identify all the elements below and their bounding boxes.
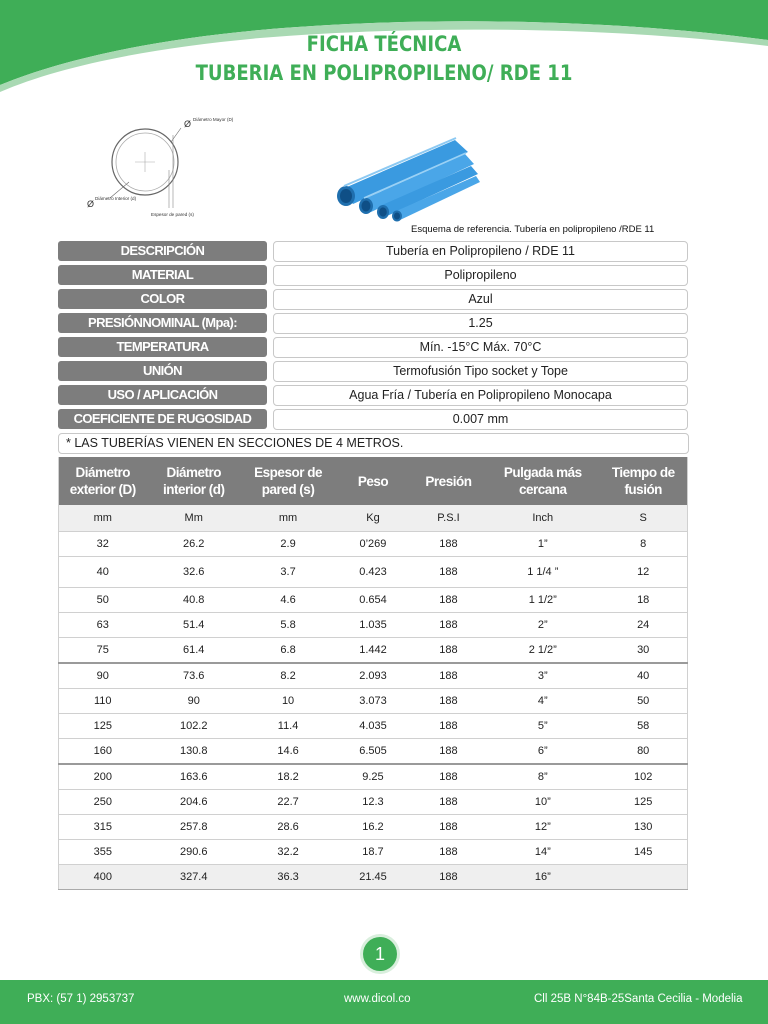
table-cell: 188 [411, 638, 486, 664]
table-cell: 163.6 [147, 764, 241, 790]
spec-value: Mín. -15°C Máx. 70°C [273, 337, 688, 358]
table-row [59, 865, 688, 890]
table-row [59, 764, 688, 790]
table-cell: 2.093 [335, 663, 410, 689]
table-cell: 1.442 [335, 638, 410, 664]
table-cell: 188 [411, 739, 486, 765]
table-cell: 0’269 [335, 532, 410, 557]
table-cell: 6.8 [241, 638, 335, 664]
spec-value: Agua Fría / Tubería en Polipropileno Monocapa [273, 385, 688, 406]
table-cell: 80 [599, 739, 687, 765]
table-cell: 26.2 [147, 532, 241, 557]
table-row [59, 532, 688, 557]
table-cell: 315 [59, 815, 147, 840]
spec-row-material [58, 264, 690, 288]
unit-cell: mm [241, 505, 335, 532]
table-cell: 3.073 [335, 689, 410, 714]
spec-value: Azul [273, 289, 688, 310]
table-cell: 188 [411, 865, 486, 890]
table-cell: 12 [599, 557, 687, 588]
table-cell: 4” [486, 689, 599, 714]
table-cell: 250 [59, 790, 147, 815]
table-cell: 40 [59, 557, 147, 588]
units-row [59, 505, 688, 532]
table-cell: 188 [411, 588, 486, 613]
table-cell: 18 [599, 588, 687, 613]
table-cell: 8 [599, 532, 687, 557]
table-row [59, 840, 688, 865]
table-cell: 4.6 [241, 588, 335, 613]
table-cell: 90 [59, 663, 147, 689]
table-cell: 5” [486, 714, 599, 739]
column-header: Pulgada más cercana [486, 457, 599, 505]
sections-note: * LAS TUBERÍAS VIENEN EN SECCIONES DE 4 METROS. [58, 433, 689, 454]
spec-value: 0.007 mm [273, 409, 688, 430]
diagram-symbol-outer: Ø [184, 119, 192, 129]
table-cell: 50 [599, 689, 687, 714]
table-cell: 16” [486, 865, 599, 890]
table-cell: 130 [599, 815, 687, 840]
table-cell: 160 [59, 739, 147, 765]
spec-value: 1.25 [273, 313, 688, 334]
table-cell: 32 [59, 532, 147, 557]
table-cell: 188 [411, 714, 486, 739]
table-cell: 18.7 [335, 840, 410, 865]
column-header: Presión [411, 457, 486, 505]
table-cell: 188 [411, 840, 486, 865]
table-cell: 12” [486, 815, 599, 840]
spec-label: TEMPERATURA [58, 337, 267, 357]
image-caption: Esquema de referencia. Tubería en polipropileno /RDE 11 [411, 224, 655, 235]
diagram-label-wall: Espesor de pared (s) [151, 212, 194, 217]
spec-label: DESCRIPCIÓN [58, 241, 267, 261]
unit-cell: P.S.I [411, 505, 486, 532]
table-row [59, 557, 688, 588]
table-cell: 110 [59, 689, 147, 714]
table-cell: 400 [59, 865, 147, 890]
table-cell: 1” [486, 532, 599, 557]
table-cell: 0.654 [335, 588, 410, 613]
table-cell: 40.8 [147, 588, 241, 613]
table-cell: 6” [486, 739, 599, 765]
table-cell: 327.4 [147, 865, 241, 890]
table-cell: 188 [411, 764, 486, 790]
unit-cell: Kg [335, 505, 410, 532]
table-cell: 58 [599, 714, 687, 739]
table-cell: 188 [411, 815, 486, 840]
table-cell: 2” [486, 613, 599, 638]
table-row [59, 739, 688, 765]
table-cell: 1 1/2” [486, 588, 599, 613]
spec-row-description [58, 240, 690, 264]
table-cell: 8” [486, 764, 599, 790]
spec-value: Polipropileno [273, 265, 688, 286]
table-cell: 1.035 [335, 613, 410, 638]
table-header-row [59, 457, 688, 505]
table-cell: 204.6 [147, 790, 241, 815]
pipe-cross-section-diagram [85, 110, 245, 235]
table-cell: 145 [599, 840, 687, 865]
table-cell: 125 [599, 790, 687, 815]
spec-label: USO / APLICACIÓN [58, 385, 267, 405]
table-row [59, 613, 688, 638]
table-cell: 32.6 [147, 557, 241, 588]
table-cell: 22.7 [241, 790, 335, 815]
table-cell: 40 [599, 663, 687, 689]
table-cell: 21.45 [335, 865, 410, 890]
table-cell: 14” [486, 840, 599, 865]
spec-label: PRESIÓNNOMINAL (Mpa): [58, 313, 267, 333]
column-header: Diámetro exterior (D) [59, 457, 147, 505]
diagram-label-inner: Diámetro Interior (d) [95, 196, 137, 201]
spec-row-color [58, 288, 690, 312]
table-cell: 30 [599, 638, 687, 664]
column-header: Peso [335, 457, 410, 505]
table-cell: 2 1/2” [486, 638, 599, 664]
title-line-1: FICHA TÉCNICA [306, 32, 462, 56]
table-cell: 14.6 [241, 739, 335, 765]
table-cell: 130.8 [147, 739, 241, 765]
unit-cell: S [599, 505, 687, 532]
spec-row-use [58, 384, 690, 408]
footer-phone: PBX: (57 1) 2953737 [27, 993, 135, 1005]
table-cell: 188 [411, 532, 486, 557]
table-cell: 125 [59, 714, 147, 739]
table-cell: 24 [599, 613, 687, 638]
table-cell: 9.25 [335, 764, 410, 790]
spec-value: Termofusión Tipo socket y Tope [273, 361, 688, 382]
table-cell: 4.035 [335, 714, 410, 739]
table-cell: 188 [411, 557, 486, 588]
table-cell: 12.3 [335, 790, 410, 815]
document-title [0, 30, 768, 88]
column-header: Tiempo de fusión [599, 457, 687, 505]
footer-bar [0, 980, 768, 1024]
table-body [59, 505, 688, 890]
spec-label: UNIÓN [58, 361, 267, 381]
table-cell: 2.9 [241, 532, 335, 557]
spec-row-union [58, 360, 690, 384]
spec-row-roughness [58, 408, 690, 432]
table-cell: 16.2 [335, 815, 410, 840]
table-cell: 50 [59, 588, 147, 613]
spec-row-pressure [58, 312, 690, 336]
table-cell: 10” [486, 790, 599, 815]
table-cell: 290.6 [147, 840, 241, 865]
diagram-label-outer: Diámetro Mayor (D) [193, 117, 234, 122]
table-row [59, 663, 688, 689]
table-cell: 3” [486, 663, 599, 689]
table-cell: 355 [59, 840, 147, 865]
spec-table [58, 240, 690, 432]
spec-label: MATERIAL [58, 265, 267, 285]
unit-cell: Mm [147, 505, 241, 532]
table-cell: 102.2 [147, 714, 241, 739]
footer-website-link[interactable]: www.dicol.co [344, 993, 411, 1005]
spec-label: COEFICIENTE DE RUGOSIDAD [58, 409, 267, 429]
unit-cell: Inch [486, 505, 599, 532]
table-cell: 0.423 [335, 557, 410, 588]
spec-value: Tubería en Polipropileno / RDE 11 [273, 241, 688, 262]
title-line-2: TUBERIA EN POLIPROPILENO/ RDE 11 [195, 61, 573, 85]
spec-label: COLOR [58, 289, 267, 309]
table-cell: 188 [411, 613, 486, 638]
table-cell: 1 1/4 ” [486, 557, 599, 588]
table-row [59, 638, 688, 664]
table-cell: 28.6 [241, 815, 335, 840]
page-number: 1 [363, 937, 397, 971]
blue-pipes-image [330, 132, 480, 222]
column-header: Diámetro interior (d) [147, 457, 241, 505]
table-cell: 10 [241, 689, 335, 714]
table-row [59, 815, 688, 840]
footer-address: Cll 25B N°84B-25Santa Cecilia - Modelia [534, 993, 743, 1005]
table-row [59, 790, 688, 815]
column-header: Espesor de pared (s) [241, 457, 335, 505]
table-cell: 257.8 [147, 815, 241, 840]
table-cell: 188 [411, 790, 486, 815]
table-cell: 8.2 [241, 663, 335, 689]
table-cell: 36.3 [241, 865, 335, 890]
table-row [59, 689, 688, 714]
table-cell: 61.4 [147, 638, 241, 664]
dimensions-table [58, 457, 688, 890]
table-cell: 188 [411, 689, 486, 714]
table-cell: 200 [59, 764, 147, 790]
table-cell: 188 [411, 663, 486, 689]
unit-cell: mm [59, 505, 147, 532]
table-cell: 51.4 [147, 613, 241, 638]
table-cell: 32.2 [241, 840, 335, 865]
table-row [59, 588, 688, 613]
table-row [59, 714, 688, 739]
table-cell: 11.4 [241, 714, 335, 739]
table-cell [599, 865, 687, 890]
spec-row-temperature [58, 336, 690, 360]
diagram-symbol-inner: Ø [87, 199, 95, 209]
table-cell: 75 [59, 638, 147, 664]
table-cell: 6.505 [335, 739, 410, 765]
table-cell: 63 [59, 613, 147, 638]
table-cell: 18.2 [241, 764, 335, 790]
table-cell: 73.6 [147, 663, 241, 689]
table-cell: 90 [147, 689, 241, 714]
table-cell: 5.8 [241, 613, 335, 638]
table-cell: 102 [599, 764, 687, 790]
table-cell: 3.7 [241, 557, 335, 588]
